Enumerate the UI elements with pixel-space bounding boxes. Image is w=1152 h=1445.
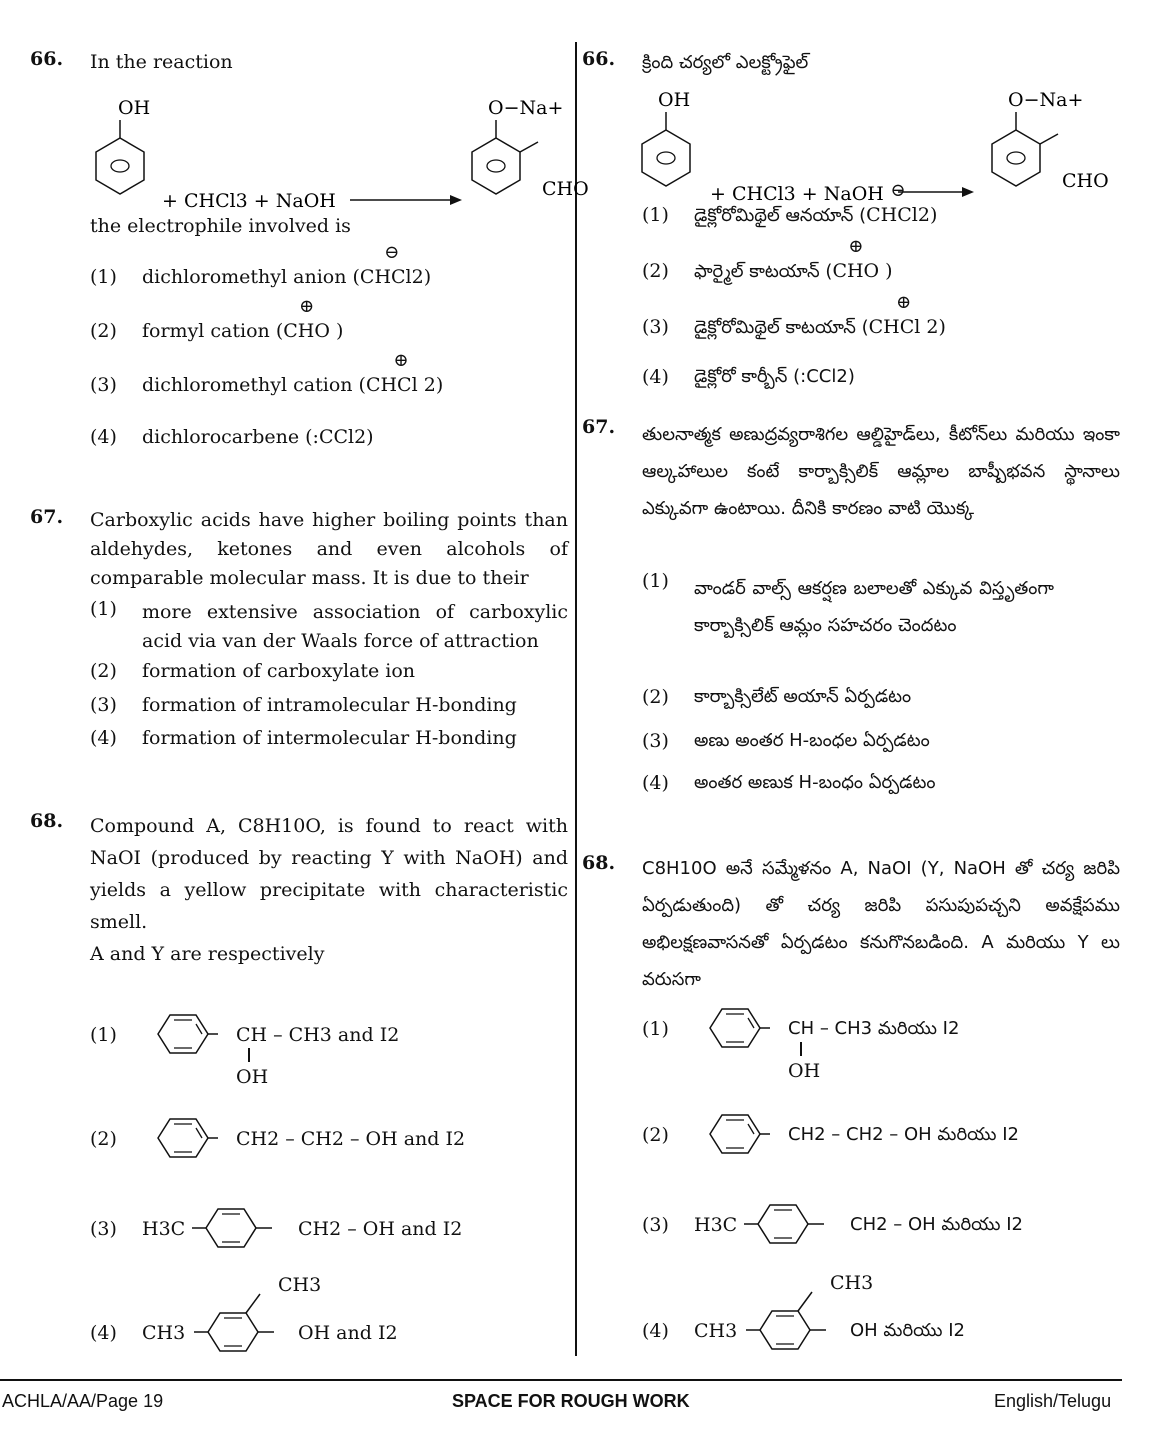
option-number: (2) (90, 320, 117, 342)
oh-label: OH (658, 89, 691, 111)
question-number: 67. (30, 506, 64, 528)
option-number: (1) (90, 266, 117, 288)
question-number: 68. (582, 852, 616, 874)
product-cho-label: CHO (542, 178, 589, 200)
cation-symbol: ⊕ (896, 292, 912, 313)
column-divider (575, 42, 577, 1356)
rough-work-label: SPACE FOR ROUGH WORK (452, 1391, 690, 1411)
product-ona-label: O−Na+ (1008, 89, 1084, 111)
reagents-text: + CHCl3 + NaOH (162, 190, 336, 212)
product-cho-label: CHO (1062, 170, 1109, 192)
option-number: (4) (642, 366, 669, 388)
option-number: (3) (642, 730, 669, 752)
option-number: (3) (642, 1214, 669, 1236)
option-number: (4) (90, 727, 117, 749)
option-number: (4) (642, 772, 669, 794)
anion-symbol: ⊖ (890, 180, 906, 201)
benzene-ring-icon (194, 1286, 304, 1356)
option-number: (3) (642, 316, 669, 338)
option-number: (2) (90, 1128, 117, 1150)
cation-symbol: ⊕ (393, 350, 409, 371)
product-ona-label: O−Na+ (488, 97, 564, 119)
anion-symbol: ⊖ (384, 242, 400, 263)
option-number: (2) (642, 686, 669, 708)
option-number: (1) (642, 1018, 669, 1040)
question-text: తులనాత్మక అణుద్రవ్యరాశిగల ఆల్డిహైడ్‌లు, కీటోన్‌లు మరియు ఇంకా ఆల్కహాలుల కంటే కార్బాక్సిలిక్ ఆమ్లాల బాష్పీభవన స్థానాలు ఎక్కువగా ఉంటాయి. దీనికి కారణం వాటి యొక్క (642, 424, 1120, 519)
question-number: 66. (30, 48, 64, 70)
question-number: 66. (582, 48, 616, 70)
benzene-ring-icon (746, 1284, 856, 1354)
option-number: (1) (642, 204, 669, 226)
benzene-ring-icon (708, 1006, 770, 1050)
option-number: (4) (90, 426, 117, 448)
option-number: (3) (90, 374, 117, 396)
benzene-ring-icon (156, 1012, 218, 1056)
option-number: (1) (90, 598, 117, 620)
question-stem: the electrophile involved is (90, 215, 351, 237)
question-text: Carboxylic acids have higher boiling points than aldehydes, ketones and even alcohols of comparable molecular mass. It is due to their (90, 509, 568, 589)
cation-symbol: ⊕ (299, 296, 315, 317)
option-number: (4) (90, 1322, 117, 1344)
question-text: క్రింది చర్యలో ఎలక్ట్రోఫైల్ (642, 52, 809, 73)
benzene-ring-icon (192, 1206, 302, 1250)
option-number: (4) (642, 1320, 669, 1342)
question-subtext: A and Y are respectively (90, 943, 325, 965)
question-number: 67. (582, 416, 616, 438)
oh-label: OH (118, 97, 151, 119)
benzene-ring-icon (744, 1202, 854, 1246)
page-number: ACHLA/AA/Page 19 (2, 1391, 164, 1411)
question-number: 68. (30, 810, 64, 832)
question-text: In the reaction (90, 51, 233, 73)
option-number: (2) (90, 660, 117, 682)
language-label: English/Telugu (994, 1391, 1112, 1411)
question-text: Compound A, C8H10O, is found to react with NaOI (produced by reacting Y with NaOH) and yields a yellow precipitate with characteristic smell. (90, 815, 568, 933)
option-number: (1) (642, 570, 669, 592)
question-text: C8H10O అనే సమ్మేళనం A, NaOI (Y, NaOH తో చర్య జరిపి ఏర్పడుతుంది) తో చర్య జరిపి పసుపుపచ్చని అవక్షేపము అభిలక్షణవాసనతో ఏర్పడటం కనుగొనబడింది. A మరియు Y లు వరుసగా (642, 858, 1120, 990)
benzene-ring-icon (156, 1116, 218, 1160)
option-number: (2) (642, 1124, 669, 1146)
cation-symbol: ⊕ (848, 236, 864, 257)
option-number: (3) (90, 694, 117, 716)
option-number: (2) (642, 260, 669, 282)
option-number: (3) (90, 1218, 117, 1240)
reagents-text: + CHCl3 + NaOH (710, 183, 884, 205)
benzene-ring-icon (708, 1112, 770, 1156)
footer-rule (0, 1379, 1122, 1381)
option-number: (1) (90, 1024, 117, 1046)
